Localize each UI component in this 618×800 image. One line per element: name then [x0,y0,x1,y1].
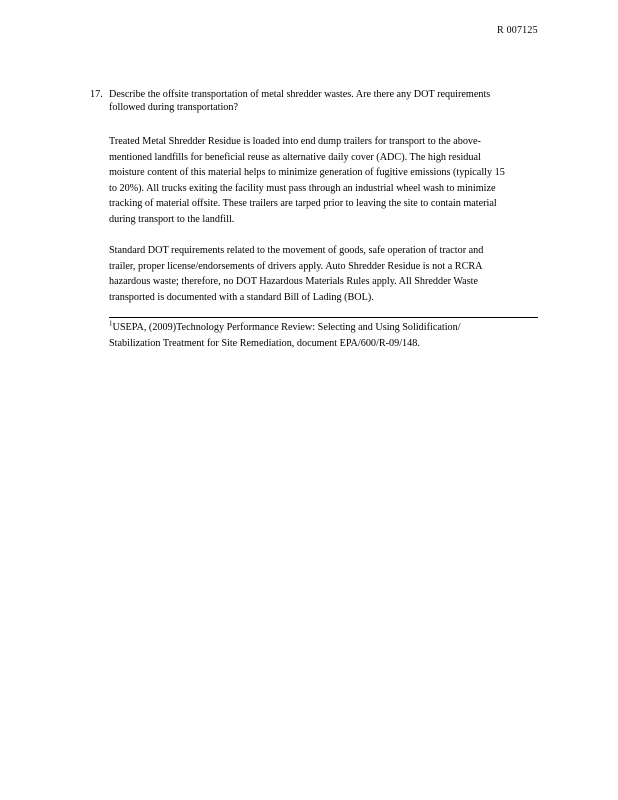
paragraph-line: trailer, proper license/endorsements of drivers apply. Auto Shredder Residue is not a RCRA [109,260,483,272]
answer-paragraph-dot-requirements [109,243,567,305]
page-identifier: R 007125 [497,25,538,36]
question-number: 17. [90,89,103,100]
question-line: Describe the offsite transportation of metal shredder wastes. Are there any DOT requirements [109,89,491,100]
footnote [109,320,549,351]
paragraph-line: hazardous waste; therefore, no DOT Hazardous Materials Rules apply. All Shredder Waste [109,276,479,288]
question-17 [90,89,565,115]
footnote-separator [109,317,538,318]
paragraph-line: Treated Metal Shredder Residue is loaded into end dump trailers for transport to the above- [109,136,481,147]
paragraph-line: mentioned landfills for beneficial reuse as alternative daily cover (ADC). The high residual [109,151,481,163]
footnote-line: Stabilization Treatment for Site Remediation, document EPA/600/R-09/148. [109,337,420,349]
paragraph-line: during transport to the landfill. [109,213,235,225]
paragraph-line: moisture content of this material helps to minimize generation of fugitive emissions (typically 15 [109,167,505,179]
question-line: followed during transportation? [109,101,239,113]
paragraph-line: to 20%). All trucks exiting the facility must pass through an industrial wheel wash to minimize [109,182,496,194]
paragraph-line: tracking of material offsite. These trailers are tarped prior to leaving the site to contain material [109,198,497,210]
footnote-marker: 1 [109,319,113,328]
answer-paragraph-transport [109,134,567,228]
paragraph-line: transported is documented with a standard Bill of Lading (BOL). [109,291,374,303]
footnote-line [109,320,549,336]
question-text [109,89,565,115]
footnote-text: USEPA, (2009)Technology Performance Review: Selecting and Using Solidification/ [112,322,461,333]
paragraph-line: Standard DOT requirements related to the movement of goods, safe operation of tractor and [109,245,484,256]
